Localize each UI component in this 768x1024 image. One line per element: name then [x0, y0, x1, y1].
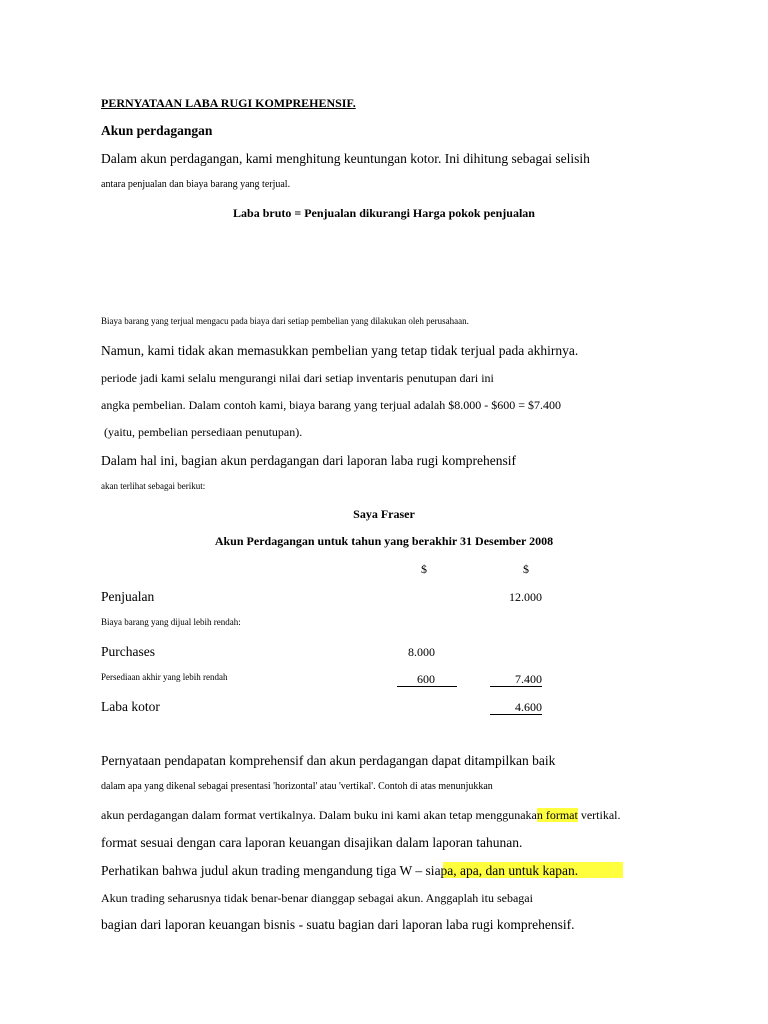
paragraph-2-line-2: akan terlihat sebagai berikut:: [101, 481, 206, 491]
section-heading: Akun perdagangan: [101, 123, 213, 138]
column-2-header: $: [523, 562, 529, 576]
row-closing-stock-label: Persediaan akhir yang lebih rendah: [101, 672, 228, 682]
row-cogs-label: Biaya barang yang dijual lebih rendah:: [101, 617, 241, 627]
paragraph-1-line-2: periode jadi kami selalu mengurangi nilai dari setiap inventaris penutupan dari ini: [101, 371, 494, 385]
column-1-header: $: [421, 562, 427, 576]
closing-line-2: dalam apa yang dikenal sebagai presentasi 'horizontal' atau 'vertikal'. Contoh di atas menunjukkan: [101, 781, 493, 792]
paragraph-1-line-1: Namun, kami tidak akan memasukkan pembelian yang tetap tidak terjual pada akhirnya.: [101, 343, 579, 358]
row-sales-label: Penjualan: [101, 589, 155, 604]
closing-line-1: Pernyataan pendapatan komprehensif dan akun perdagangan dapat ditampilkan baik: [101, 753, 556, 768]
closing-line-7: bagian dari laporan keuangan bisnis - suatu bagian dari laporan laba rugi komprehensif.: [101, 917, 575, 932]
statement-company: Saya Fraser: [353, 507, 415, 521]
row-sales-col2: 12.000: [509, 590, 542, 604]
row-closing-stock-col1: 600: [417, 672, 435, 686]
closing-line-6: Akun trading seharusnya tidak benar-benar dianggap sebagai akun. Anggaplah itu sebagai: [101, 891, 533, 905]
paragraph-1-line-3: angka pembelian. Dalam contoh kami, biaya barang yang terjual adalah $8.000 - $600 = $7.400: [101, 398, 561, 412]
paragraph-1-line-4: (yaitu, pembelian persediaan penutupan).: [104, 425, 303, 439]
row-gross-profit-col2: 4.600: [515, 700, 542, 714]
document-title: PERNYATAAN LABA RUGI KOMPREHENSIF.: [101, 96, 356, 110]
cogs-note: Biaya barang yang terjual mengacu pada biaya dari setiap pembelian yang dilakukan oleh perusahaan.: [101, 316, 469, 326]
row-purchases-label: Purchases: [101, 644, 155, 659]
highlight-format: n format: [536, 808, 578, 822]
closing-line-5: Perhatikan bahwa judul akun trading mengandung tiga W – siapa, apa, dan untuk kapan.: [101, 863, 579, 878]
row-closing-stock-col2: 7.400: [515, 672, 542, 686]
paragraph-2-line-1: Dalam hal ini, bagian akun perdagangan dari laporan laba rugi komprehensif: [101, 453, 516, 468]
closing-line-3: akun perdagangan dalam format vertikalnya. Dalam buku ini kami akan tetap menggunakan format vertikal.: [101, 808, 621, 822]
formula: Laba bruto = Penjualan dikurangi Harga pokok penjualan: [233, 206, 535, 220]
intro-line-1: Dalam akun perdagangan, kami menghitung keuntungan kotor. Ini dihitung sebagai selisih: [101, 151, 590, 166]
statement-title: Akun Perdagangan untuk tahun yang berakhir 31 Desember 2008: [214, 534, 554, 548]
closing-line-4: format sesuai dengan cara laporan keuangan disajikan dalam laporan tahunan.: [101, 835, 523, 850]
gross-profit-underline: [490, 714, 542, 715]
row-purchases-col1: 8.000: [408, 645, 435, 659]
col1-underline: [397, 686, 457, 687]
highlight-w-questions: apa, apa, dan untuk kapan.: [434, 863, 579, 878]
row-gross-profit-label: Laba kotor: [101, 699, 160, 714]
col2-underline: [490, 686, 542, 687]
intro-line-2: antara penjualan dan biaya barang yang terjual.: [101, 179, 291, 190]
